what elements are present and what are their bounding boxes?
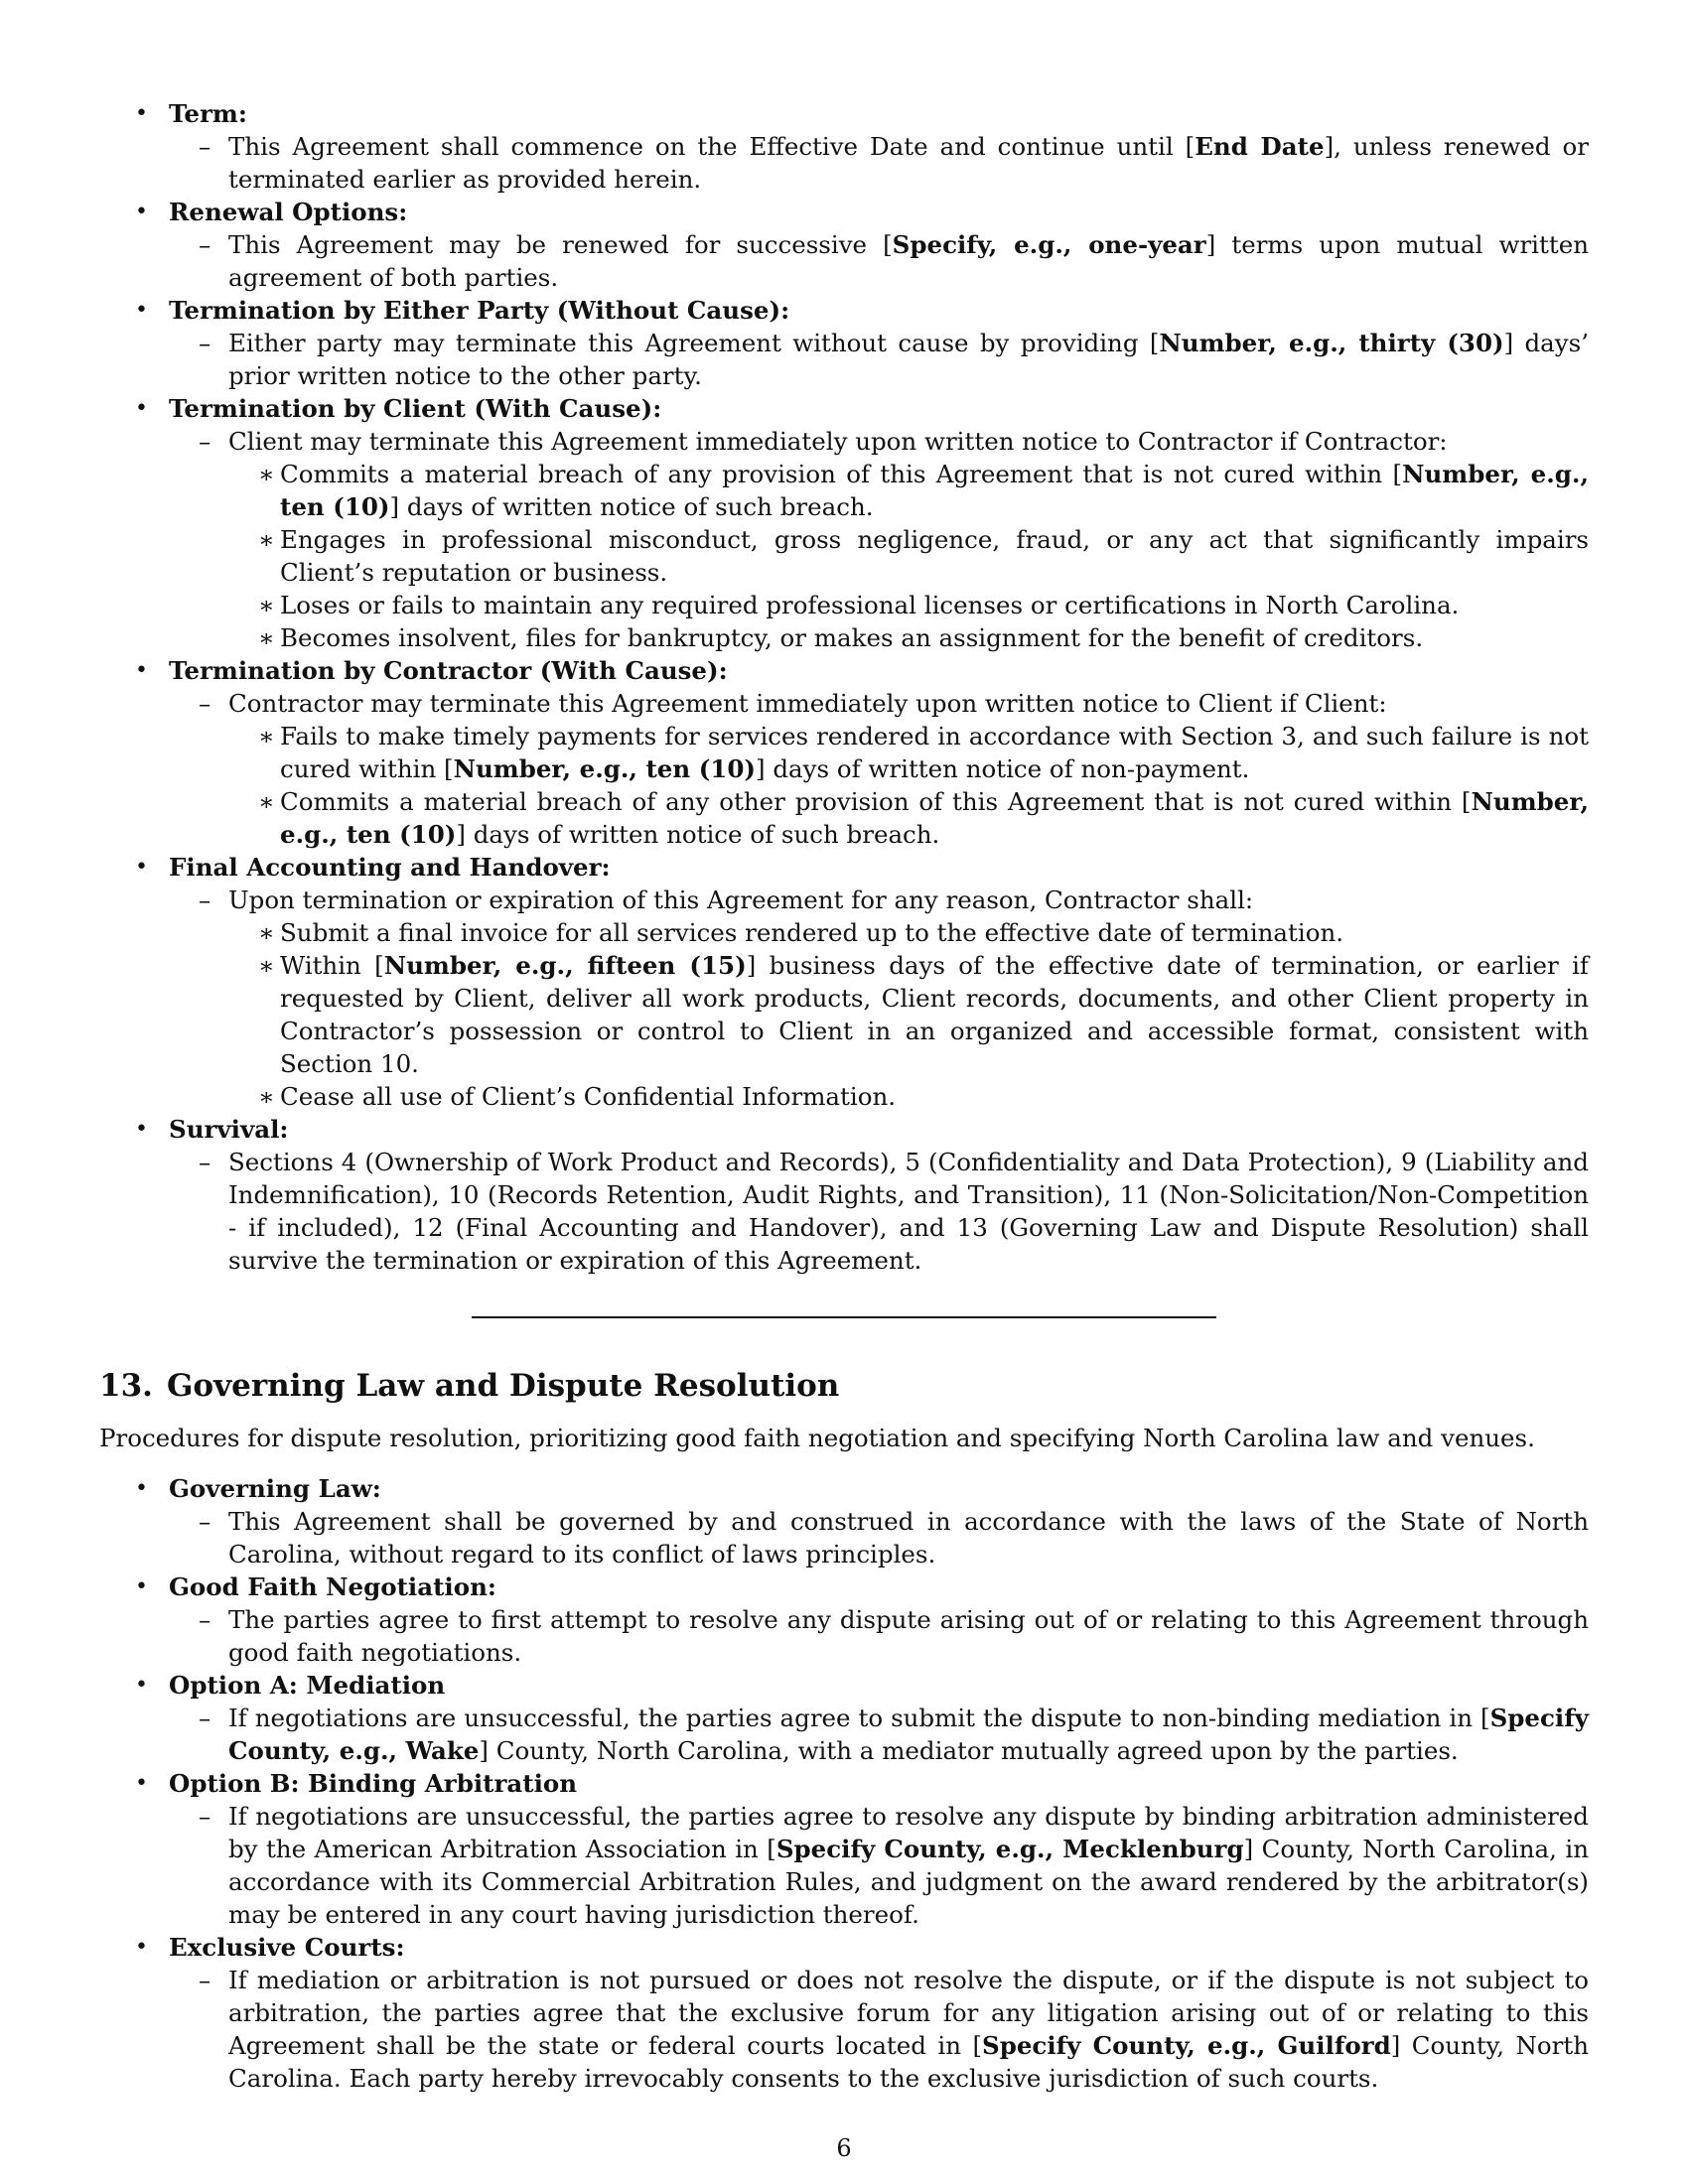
sub-sub-item: ∗ Fails to make timely payments for services rendered in accordance with Section 3, and such failure is not cured within [Number, e.g., ten (10)] days of written notice of non-payment. xyxy=(258,722,1589,783)
sub-sub-item: ∗ Commits a material breach of any provision of this Agreement that is not cured within [Number, e.g., ten (10)] days of written notice of such breach. xyxy=(258,460,1589,521)
sub-item: – Contractor may terminate this Agreement immediately upon written notice to Client if Client: ∗ Fails to make timely payments for services rendered in accordance with Section 3, and such failure is not cured within [Number, e.g., ten (10)] days of written notice of non-payment. ∗ Commits a material breach of any other provision of this Agreement that is not cured within [Number, e.g., ten (10)] days of written notice of such breach. xyxy=(199,689,1589,849)
list-item-arbitration: • Option B: Binding Arbitration – If negotiations are unsuccessful, the parties agree to resolve any dispute by binding arbitration administered by the American Arbitration Association in [Specify County, e.g., Mecklenburg] County, North Carolina, in accordance with its Commercial Arbitration Rules, and judgment on the award rendered by the arbitrator(s) may be entered in any court having jurisdiction thereof. xyxy=(135,1769,1589,1929)
list-item-termination-without-cause: • Termination by Either Party (Without Cause): – Either party may terminate this Agreement without cause by providing [Number, e.g., thirty (30)] days’ prior written notice to the other party. xyxy=(135,296,1589,390)
section-number: 13. xyxy=(99,1368,153,1404)
section-heading xyxy=(99,1366,1589,1406)
sub-sub-item: ∗ Submit a final invoice for all services rendered up to the effective date of termination. xyxy=(258,918,1344,947)
list-item-exclusive-courts: • Exclusive Courts: – If mediation or arbitration is not pursued or does not resolve the dispute, or if the dispute is not subject to arbitration, the parties agree that the exclusive forum for any litigation arising out of or relating to this Agreement shall be the state or federal courts located in [Specify County, e.g., Guilford] County, North Carolina. Each party hereby irrevocably consents to the exclusive jurisdiction of such courts. xyxy=(135,1933,1590,2093)
sub-item: – This Agreement shall commence on the Effective Date and continue until [End Date], unless renewed or terminated earlier as provided herein. xyxy=(199,132,1589,194)
dispute-list xyxy=(99,1472,1589,2095)
sub-sub-item: ∗ Loses or fails to maintain any required professional licenses or certifications in North Carolina. xyxy=(258,591,1460,619)
sub-item: – Sections 4 (Ownership of Work Product and Records), 5 (Confidentiality and Data Protection), 9 (Liability and Indemnification), 10 (Records Retention, Audit Rights, and Transition), 11 (Non-Solicitation/Non-Competition - if included), 12 (Final Accounting and Handover), and 13 (Governing Law and Dispute Resolution) shall survive the termination or expiration of this Agreement. xyxy=(199,1148,1589,1275)
termination-list xyxy=(99,97,1589,1277)
heading-termination-without-cause: Termination by Either Party (Without Cause): xyxy=(169,296,790,325)
sub-sub-item: ∗ Within [Number, e.g., fifteen (15)] business days of the effective date of termination, or earlier if requested by Client, deliver all work products, Client records, documents, and other Client property in Contractor’s possession or control to Client in an organized and accessible format, consistent with Section 10. xyxy=(258,951,1589,1078)
sub-sub-item: ∗ Commits a material breach of any other provision of this Agreement that is not cured within [Number, e.g., ten (10)] days of written notice of such breach. xyxy=(258,787,1589,849)
list-item-governing-law: • Governing Law: – This Agreement shall be governed by and construed in accordance with the laws of the State of North Carolina, without regard to its conflict of laws principles. xyxy=(135,1474,1589,1569)
section-title: Governing Law and Dispute Resolution xyxy=(166,1368,840,1404)
list-item-final-accounting: • Final Accounting and Handover: – Upon termination or expiration of this Agreement for any reason, Contractor shall: ∗ Submit a final invoice for all services rendered up to the effective date of termination. ∗ Within [Number, e.g., fifteen (15)] business days of the effective date of termination, or earlier if requested by Client, deliver all work products, Client records, documents, and other Client property in Contractor’s possession or control to Client in an organized and accessible format, consistent with Section 10. ∗ Cease all use of Client’s Confidential Information. xyxy=(135,853,1589,1111)
heading-termination-by-contractor: Termination by Contractor (With Cause): xyxy=(169,656,728,685)
page-number: 6 xyxy=(836,2134,852,2162)
list-item-term: • Term: – This Agreement shall commence on the Effective Date and continue until [End Date], unless renewed or terminated earlier as provided herein. xyxy=(135,99,1589,194)
section-description: Procedures for dispute resolution, prioritizing good faith negotiation and specifying North Carolina law and venues. xyxy=(99,1424,1535,1452)
sub-item: – If mediation or arbitration is not pursued or does not resolve the dispute, or if the dispute is not subject to arbitration, the parties agree that the exclusive forum for any litigation arising out of or relating to this Agreement shall be the state or federal courts located in [Specify County, e.g., Guilford] County, North Carolina. Each party hereby irrevocably consents to the exclusive jurisdiction of such courts. xyxy=(199,1966,1590,2093)
list-item-renewal: • Renewal Options: – This Agreement may be renewed for successive [Specify, e.g., one-year] terms upon mutual written agreement of both parties. xyxy=(135,198,1589,292)
sub-item: – The parties agree to first attempt to resolve any dispute arising out of or relating to this Agreement through good faith negotiations. xyxy=(199,1605,1589,1667)
sub-item: – This Agreement may be renewed for successive [Specify, e.g., one-year] terms upon mutual written agreement of both parties. xyxy=(199,230,1589,292)
heading-governing-law: Governing Law: xyxy=(169,1474,381,1503)
heading-renewal: Renewal Options: xyxy=(169,198,408,226)
sub-item: – If negotiations are unsuccessful, the parties agree to resolve any dispute by binding arbitration administered by the American Arbitration Association in [Specify County, e.g., Mecklenburg] County, North Carolina, in accordance with its Commercial Arbitration Rules, and judgment on the award rendered by the arbitrator(s) may be entered in any court having jurisdiction thereof. xyxy=(199,1802,1589,1929)
sub-sub-item: ∗ Becomes insolvent, files for bankruptcy, or makes an assignment for the benefit of creditors. xyxy=(258,623,1424,652)
sub-sub-item: ∗ Cease all use of Client’s Confidential Information. xyxy=(258,1082,897,1111)
horizontal-rule xyxy=(472,1316,1216,1318)
list-item-survival: • Survival: – Sections 4 (Ownership of Work Product and Records), 5 (Confidentiality and Data Protection), 9 (Liability and Indemnification), 10 (Records Retention, Audit Rights, and Transition), 11 (Non-Solicitation/Non-Competition - if included), 12 (Final Accounting and Handover), and 13 (Governing Law and Dispute Resolution) shall survive the termination or expiration of this Agreement. xyxy=(135,1115,1589,1275)
list-item-mediation: • Option A: Mediation – If negotiations are unsuccessful, the parties agree to submit the dispute to non-binding mediation in [Specify County, e.g., Wake] County, North Carolina, with a mediator mutually agreed upon by the parties. xyxy=(135,1671,1589,1765)
heading-termination-by-client: Termination by Client (With Cause): xyxy=(169,394,662,423)
heading-mediation: Option A: Mediation xyxy=(169,1671,446,1700)
sub-item: – This Agreement shall be governed by and construed in accordance with the laws of the State of North Carolina, without regard to its conflict of laws principles. xyxy=(199,1507,1589,1569)
list-item-termination-by-client: • Termination by Client (With Cause): – Client may terminate this Agreement immediately upon written notice to Contractor if Contractor: ∗ Commits a material breach of any provision of this Agreement that is not cured within [Number, e.g., ten (10)] days of written notice of such breach. ∗ Engages in professional misconduct, gross negligence, fraud, or any act that significantly impairs Client’s reputation or business. ∗ Loses or fails to maintain any required professional licenses or certifications in North Carolina. ∗ Becomes insolvent, files for bankruptcy, or makes an assignment for the benefit of creditors. xyxy=(135,394,1589,652)
sub-item: – Either party may terminate this Agreement without cause by providing [Number, e.g., thirty (30)] days’ prior written notice to the other party. xyxy=(199,329,1589,390)
heading-arbitration: Option B: Binding Arbitration xyxy=(169,1769,578,1798)
page-content xyxy=(99,97,1589,2095)
list-item-good-faith: • Good Faith Negotiation: – The parties agree to first attempt to resolve any dispute arising out of or relating to this Agreement through good faith negotiations. xyxy=(135,1572,1589,1667)
sub-item: – Upon termination or expiration of this Agreement for any reason, Contractor shall: ∗ Submit a final invoice for all services rendered up to the effective date of termination. ∗ Within [Number, e.g., fifteen (15)] business days of the effective date of termination, or earlier if requested by Client, deliver all work products, Client records, documents, and other Client property in Contractor’s possession or control to Client in an organized and accessible format, consistent with Section 10. ∗ Cease all use of Client’s Confidential Information. xyxy=(199,886,1589,1111)
heading-final-accounting: Final Accounting and Handover: xyxy=(169,853,611,882)
list-item-termination-by-contractor: • Termination by Contractor (With Cause): – Contractor may terminate this Agreement immediately upon written notice to Client if Client: ∗ Fails to make timely payments for services rendered in accordance with Section 3, and such failure is not cured within [Number, e.g., ten (10)] days of written notice of non-payment. ∗ Commits a material breach of any other provision of this Agreement that is not cured within [Number, e.g., ten (10)] days of written notice of such breach. xyxy=(135,656,1589,849)
sub-sub-item: ∗ Engages in professional misconduct, gross negligence, fraud, or any act that significantly impairs Client’s reputation or business. xyxy=(258,525,1589,587)
sub-item: – Client may terminate this Agreement immediately upon written notice to Contractor if Contractor: ∗ Commits a material breach of any provision of this Agreement that is not cured within [Number, e.g., ten (10)] days of written notice of such breach. ∗ Engages in professional misconduct, gross negligence, fraud, or any act that significantly impairs Client’s reputation or business. ∗ Loses or fails to maintain any required professional licenses or certifications in North Carolina. ∗ Becomes insolvent, files for bankruptcy, or makes an assignment for the benefit of creditors. xyxy=(199,427,1589,652)
heading-survival: Survival: xyxy=(169,1115,289,1144)
sub-item: – If negotiations are unsuccessful, the parties agree to submit the dispute to non-binding mediation in [Specify County, e.g., Wake] County, North Carolina, with a mediator mutually agreed upon by the parties. xyxy=(199,1704,1589,1765)
heading-term: Term: xyxy=(169,99,247,128)
heading-good-faith: Good Faith Negotiation: xyxy=(169,1572,496,1601)
heading-exclusive-courts: Exclusive Courts: xyxy=(169,1933,405,1962)
